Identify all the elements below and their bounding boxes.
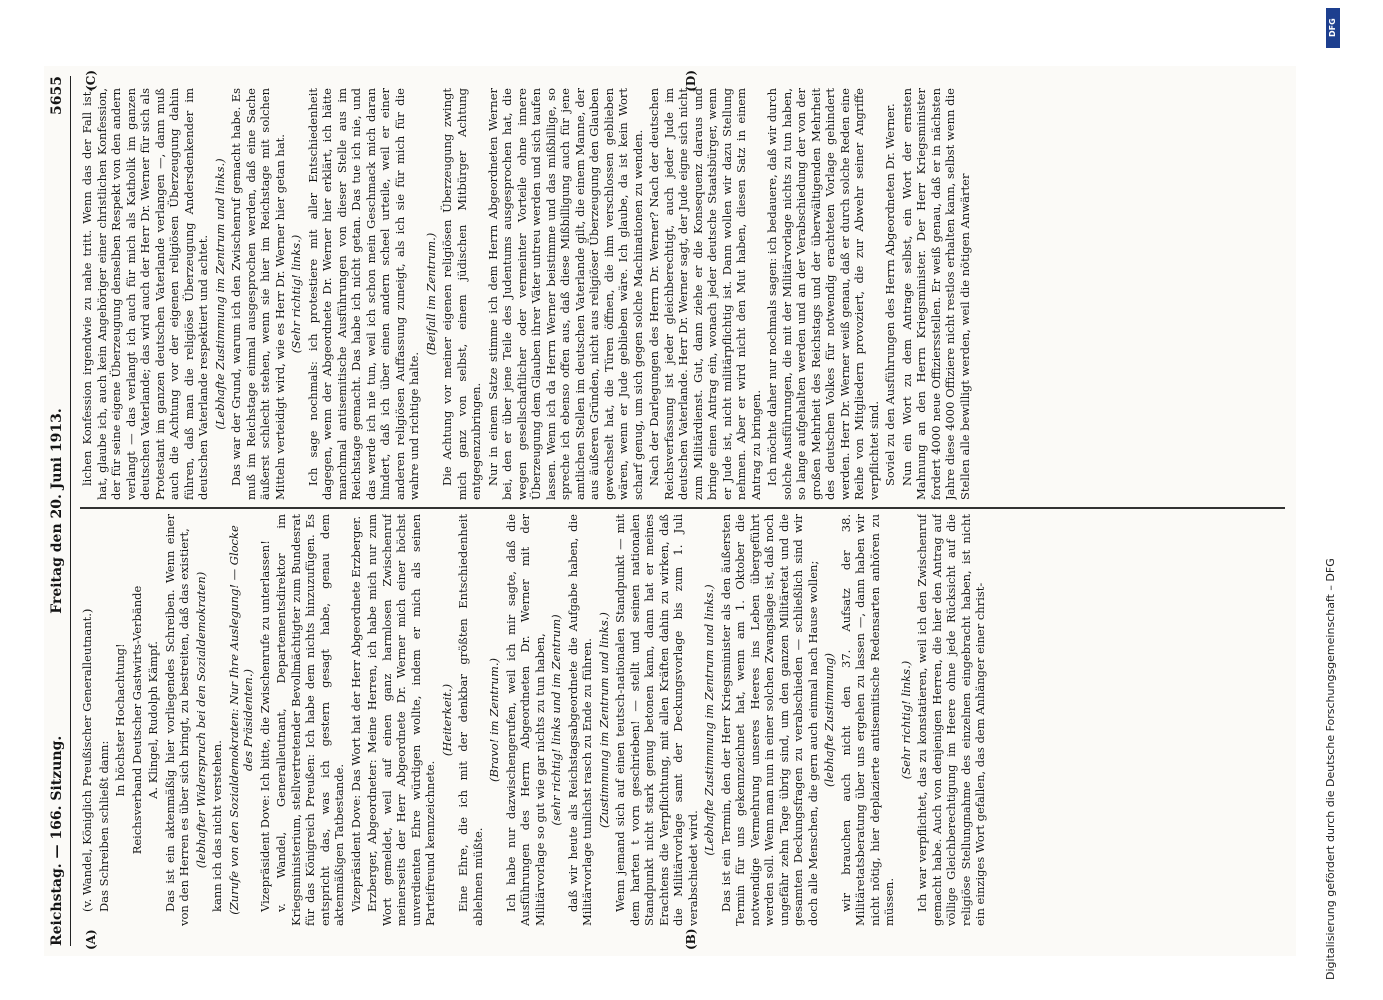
right-text-column — [80, 88, 1285, 500]
margin-marker-c: (C) — [84, 70, 98, 91]
stage-direction: (Sehr richtig! links.) — [898, 660, 913, 780]
header-title: Reichstag. — 166. Sitzung. — [49, 735, 65, 946]
paragraph: Die Achtung vor meiner eigenen religiösen Überzeugung zwingt mich ganz von selbst, einem jüdischen Mitbürger Achtung entgegenzubringen. — [440, 88, 483, 500]
stage-direction: (Zurufe von den Sozialdemokraten: Nur Ihre Auslegung! — Glocke des Präsidenten.) — [226, 525, 255, 915]
page-number: 5655 — [49, 76, 65, 115]
digitization-credit — [1318, 20, 1344, 980]
stage-direction: (Lebhafte Zustimmung im Zentrum und links.) — [212, 158, 227, 430]
stage-direction: (Lebhafte Zustimmung im Zentrum und links.) — [702, 584, 716, 856]
paragraph: Ich war verpflichtet, das zu konstatieren, weil ich den Zwischenruf gemacht habe. Auch von denjenigen Herren, die hier den Antrag auf völlige Gleichberechtigung im Heere ohne jede Rücksicht auf die religiöse Stellungnahme des einzelnen eingebracht haben, ist nicht ein einziges Wort gefallen, das dem Anhänger einer christ- — [915, 514, 987, 926]
stage-direction: (Sehr richtig! links.) — [289, 234, 303, 354]
paragraph: (v. Wandel, Königlich Preußischer Generalleutnant.) — [80, 608, 94, 912]
stage-direction: (lebhafter Widerspruch bei den Sozialdemokraten) — [193, 571, 208, 869]
paragraph: kann ich das nicht verstehen. — [210, 740, 224, 912]
margin-marker-a: (A) — [84, 929, 98, 950]
stage-direction: (Beifall im Zentrum.) — [423, 232, 438, 356]
paragraph: Eine Ehre, die ich mit der denkbar größten Entschiedenheit ablehnen müßte. — [456, 514, 485, 926]
column-divider — [80, 508, 1285, 510]
paragraph: Nach der Darlegungen des Herrn Dr. Werner? Nach der deutschen Reichsverfassung ist jeder gleichberechtigt, auch jeder Jude im deutschen Vaterlande. Herr Dr. Werner sagt, der Jude eigne sich nicht zum Militärdienst. Gut, dann ziehe er die Konsequenz daraus und bringe einen Antrag ein, wonach jeder deutsche Staatsbürger, wenn er Jude ist, nicht militärpflichtig ist. Dann wollen wir dazu Stellung nehmen. Aber er wird nicht den Mut haben, diesen Satz in einem Antrag zu bringen. — [647, 88, 763, 500]
paragraph: Ich sage nochmals: ich protestiere mit aller Entschiedenheit dagegen, wenn der Abgeordnete Dr. Werner hier erklärt, ich hätte manchmal antisemitische Ausführungen von dieser Stelle aus im Reichstage gemacht. Das habe ich nicht getan. Das tue ich nie, und das werde ich nie tun, weil ich schon mein Geschmack mich daran hindert, daß ich über einen andern scheel urteile, weil er einer anderen religiösen Auffassung zuneigt, als ich sie für mich für die wahre und richtige halte. — [305, 88, 421, 500]
centered-line: A. Klingel, Rudolph Kämpf. — [146, 641, 160, 799]
paragraph: Vizepräsident Dove: Ich bitte, die Zwischenrufe zu unterlassen! — [257, 540, 272, 912]
scanned-page — [44, 66, 1296, 956]
paragraph: Soviel zu den Ausführungen des Herrn Abgeordneten Dr. Werner. — [883, 103, 897, 486]
paragraph: wir brauchen auch nicht den 37. Aufsatz der 38. Militäretatsberatung über uns ergehen zu lassen —, dann haben wir nicht nötig, hier deplazierte antisemitische Redensarten anhören zu müssen. — [838, 514, 896, 926]
header-date: Freitag den 20. Juni 1913. — [49, 408, 65, 614]
paragraph: Nun ein Wort zu dem Antrage selbst, ein Wort der ernsten Mahnung an den Herrn Kriegsminister. Der Herr Kriegsminister fordert 4000 neue Offiziersstellen. Er weiß genau, daß er in nächsten Jahre diese 4000 Offiziere nicht restlos erhalten kann, selbst wenn die Stellen alle bewilligt werden, weil die nötigen Anwärter — [899, 88, 972, 500]
rotated-document-page — [44, 66, 1296, 956]
paragraph: Wenn jemand sich auf einen teutsch-nationalen Standpunkt — mit dem harten t vorn geschrieben! — stellt und seinen nationalen Standpunkt nicht stark genug betonen kann, dann hat er meines Erachtens die Verpflichtung, mit allen Kräften dahin zu wirken, daß die Militärvorlage samt der Deckungsvorlage bis zum 1. Juli verabschiedet wird. — [613, 514, 700, 926]
stage-direction: (lebhafte Zustimmung) — [822, 653, 836, 788]
digitization-credit-text: Digitalisierung gefördert durch die Deutsche Forschungsgemeinschaft – DFG — [1324, 558, 1337, 980]
paragraph: Das war der Grund, warum ich den Zwischenruf gemacht habe. Es muß im Reichstage einmal ausgesprochen werden, daß eine Sache äußerst schlecht stehen, wenn sie hier im Reichstage mit solchen Mitteln verteidigt wird, wie es Herr Dr. Werner hier getan hat. — [229, 88, 287, 500]
paragraph: Vizepräsident Dove: Das Wort hat der Herr Abgeordnete Erzberger. — [348, 515, 363, 912]
paragraph: Das Schreiben schließt dann: — [96, 740, 111, 912]
paragraph: Nur in einem Satze stimme ich dem Herrn Abgeordneten Werner bei, den er über jene Teile des Judentums ausgesprochen hat, die wegen gesellschaftlicher oder vermeinter Vorteile ohne innere Überzeugung dem Glauben ihrer Väter untreu werden und sich taufen lassen. Wenn ich da Herrn Werner beistimme und das mißbillige, so spreche ich ebenso offen aus, daß diese Mißbilligung auch für jene amtlichen Stellen im deutschen Vaterlande gilt, die einem Manne, der aus äußeren Gründen, nicht aus religiöser Überzeugung den Glauben gewechselt hat, die Türen öffnen, die ihm verschlossen geblieben wären, wenn er Jude geblieben wäre. Ich glaube, da ist kein Wort scharf genug, um sich gegen solche Machinationen zu wenden. — [485, 88, 645, 500]
margin-marker-b: (B) — [684, 928, 698, 950]
paragraph: v. Wandel, Generalleutnant, Departementsdirektor im Kriegsministerium, stellvertretender Bevollmächtigter zum Bundesrat für das Königreich Preußen: Ich habe dem nichts hinzuzufügen. Es entspricht das, was ich gestern gesagt habe, genau dem aktenmäßigen Tatbestande. — [274, 514, 346, 926]
dfg-logo: DFG — [1326, 8, 1340, 48]
paragraph: Das ist ein aktenmäßig hier vorliegendes Schreiben. Wenn einer von den Herren es über sich bringt, zu bestreiten, daß das existiert, — [162, 514, 191, 926]
left-text-column — [80, 514, 1285, 926]
centered-line: Reichsverband Deutscher Gastwirts-Verbände — [129, 585, 144, 855]
stage-direction: (Bravo! im Zentrum.) — [487, 658, 501, 783]
page-header — [48, 76, 71, 946]
stage-direction: (sehr richtig! links und im Zentrum) — [549, 614, 563, 826]
centered-line: In höchster Hochachtung! — [113, 643, 127, 797]
paragraph: Erzberger, Abgeordneter: Meine Herren, ich habe mich nur zum Wort gemeldet, weil auf einen ganz harmlosen Zwischenruf meinerseits der Herr Abgeordnete Dr. Werner mich einer höchst unverdienten Ehre würdigen wollte, indem er mich als seinen Parteifreund kennzeichnete. — [365, 514, 437, 926]
paragraph: lichen Konfession irgendwie zu nahe tritt. Wenn das der Fall ist, hat, glaube ich, auch kein Angehöriger einer christlichen Konfession, der für seine eigene Überzeugung denselben Respekt von den andern verlangt — das verlangt ich auch für mich als Katholik im ganzen deutschen Vaterlande; das wird auch der Herr Dr. Werner für sich als Protestant im ganzen deutschen Vaterlande verlangen —, dann muß auch die Achtung vor der eigenen religiösen Überzeugung dahin führen, daß man die religiöse Überzeugung Andersdenkender im deutschen Vaterlande respektiert und achtet. — [80, 88, 210, 500]
paragraph: Ich möchte daher nur nochmals sagen: ich bedauere, daß wir durch solche Ausführungen, die mit der Militärvorlage nichts zu tun haben, so lange aufgehalten werden und an der Verabschiedung der von der großen Mehrheit des Reichstags und der überwältigenden Mehrheit des deutschen Volkes für notwendig erachteten Vorlage gehindert werden. Herr Dr. Werner weiß genau, daß er durch solche Reden eine Reihe von Mitgliedern provoziert, die zur Abwehr seiner Angriffe verpflichtet sind. — [765, 88, 881, 500]
paragraph: Das ist ein Termin, den der Herr Kriegsminister als den äußersten Termin für uns gekennzeichnet hat, wenn am 1. Oktober die notwendige Vermehrung unseres Heeres ins Leben übergeführt werden soll. Wenn man nun in einer solchen Zwangslage ist, daß noch ungefähr zehn Tage übrig sind, um den ganzen Militäretat und die gesamten Deckungsfragen zu verabschieden — schließlich sind wir doch alle Menschen, die gern auch einmal nach Hause wollen; — [718, 514, 820, 926]
stage-direction: (Heiterkeit.) — [439, 683, 454, 757]
paragraph: daß wir heute als Reichstagsabgeordnete die Aufgabe haben, die Militärvorlage tunlichst rasch zu Ende zu führen. — [565, 514, 594, 926]
stage-direction: (Zustimmung im Zentrum und links.) — [596, 612, 611, 828]
margin-marker-d: (D) — [684, 70, 698, 92]
paragraph: Ich habe nur dazwischengerufen, weil ich mir sagte, daß die Ausführungen des Herrn Abgeordneten Dr. Werner mit der Militärvorlage so gut wie gar nichts zu tun haben, — [503, 514, 547, 926]
